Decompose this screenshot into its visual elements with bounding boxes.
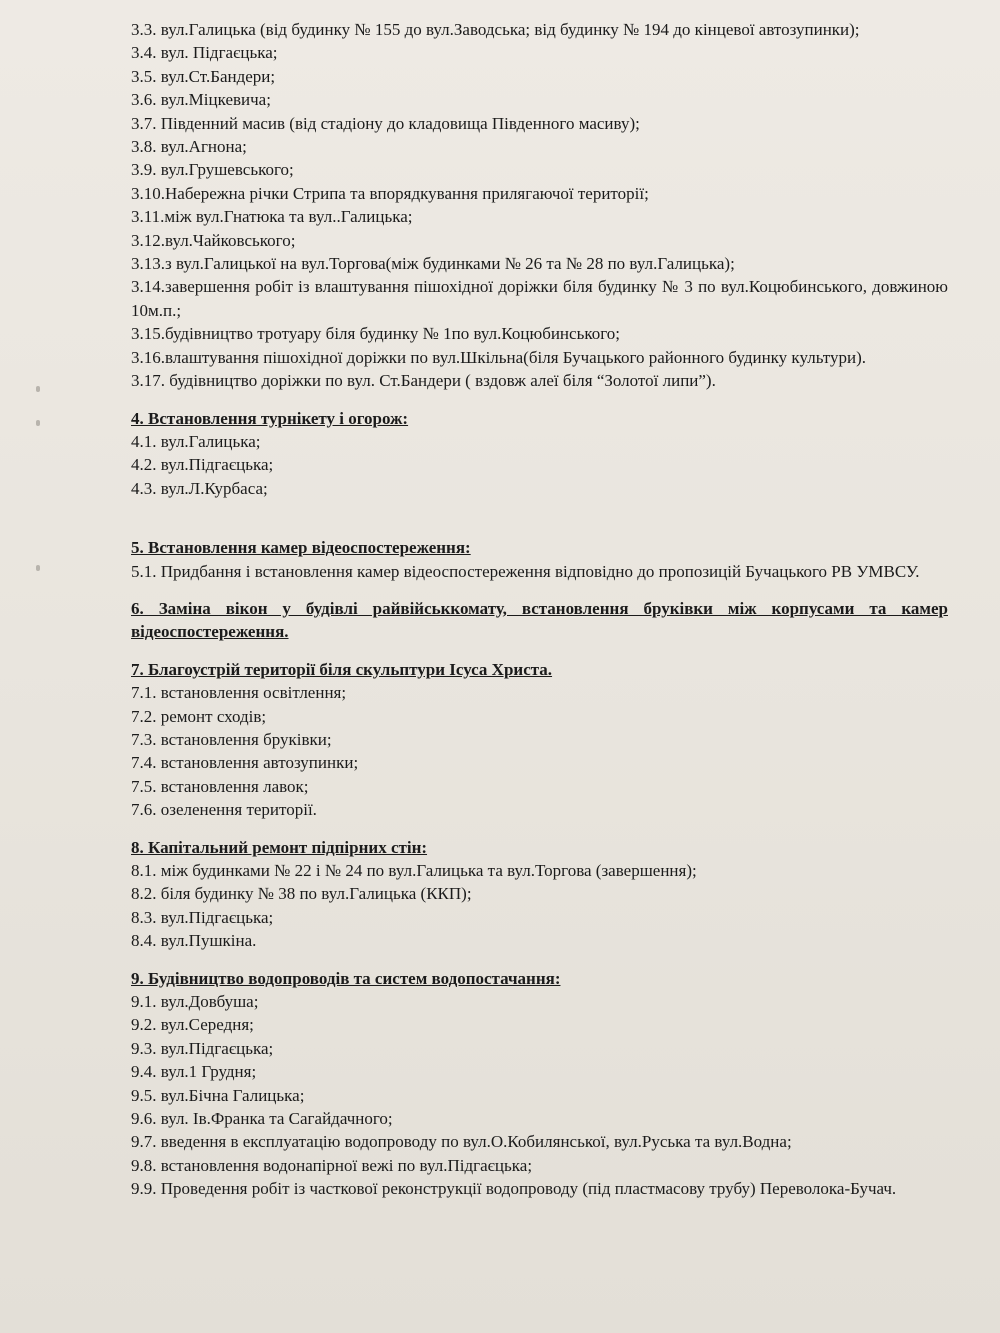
list-item: 4.2. вул.Підгаєцька; [131,455,274,475]
list-item: 3.4. вул. Підгаєцька; [131,43,278,63]
list-item: 7.5. встановлення лавок; [131,776,309,796]
list-item: 3.11.між вул.Гнатюка та вул..Галицька; [131,207,413,227]
list-item: 7.6. озеленення території. [131,800,317,820]
list-item: 7.2. ремонт сходів; [131,706,267,726]
list-item: 8.2. біля будинку № 38 по вул.Галицька (ККП); [131,884,472,904]
list-item: 9.9. Проведення робіт із часткової реконструкції водопроводу (під пластмасову трубу) Переволока-Бучач. [131,1179,897,1199]
list-item: 3.3. вул.Галицька (від будинку № 155 до вул.Заводська; від будинку № 194 до кінцевої автозупинки); [131,20,860,39]
list-item: 9.6. вул. Ів.Франка та Сагайдачного; [131,1109,393,1129]
list-item: 7.1. встановлення освітлення; [131,683,347,703]
list-item: 7.4. встановлення автозупинки; [131,753,359,773]
list-item: 3.13.з вул.Галицької на вул.Торгова(між будинками № 26 та № 28 по вул.Галицька); [131,254,735,274]
section-9 [131,967,948,1201]
section-8 [131,836,948,953]
list-item: 9.8. встановлення водонапірної вежі по вул.Підгаєцька; [131,1155,533,1175]
list-item: 3.14.завершення робіт із влаштування пішохідної доріжки біля будинку № 3 по вул.Коцюбинського, довжиною 10м.п.; [131,277,948,320]
list-item: 4.3. вул.Л.Курбаса; [131,478,268,498]
section-heading: 9. Будівництво водопроводів та систем водопостачання: [131,968,561,988]
section-heading: 4. Встановлення турнікету і огорож: [131,408,409,428]
list-item: 3.17. будівництво доріжки по вул. Ст.Бандери ( вздовж алеї біля “Золотої липи”). [131,371,716,391]
list-item: 8.4. вул.Пушкіна. [131,931,257,951]
list-item: 3.12.вул.Чайковського; [131,230,296,250]
list-item: 3.8. вул.Агнона; [131,137,247,157]
section-heading: 7. Благоустрій території біля скульптури Ісуса Христа. [131,659,553,679]
list-item: 4.1. вул.Галицька; [131,431,261,451]
punch-hole-mark [36,386,40,392]
section-heading: 5. Встановлення камер відеоспостереження: [131,538,471,558]
list-item: 3.9. вул.Грушевського; [131,160,294,180]
list-item: 9.3. вул.Підгаєцька; [131,1038,274,1058]
list-item: 9.7. введення в експлуатацію водопроводу по вул.О.Кобилянської, вул.Руська та вул.Водна; [131,1132,792,1152]
section-4 [131,407,948,501]
section-7 [131,658,948,822]
section-heading: 8. Капітальний ремонт підпірних стін: [131,837,428,857]
list-item: 3.16.влаштування пішохідної доріжки по вул.Шкільна(біля Бучацького районного будинку культури). [131,347,867,367]
list-item: 9.5. вул.Бічна Галицька; [131,1085,305,1105]
list-item: 8.3. вул.Підгаєцька; [131,907,274,927]
list-item: 3.15.будівництво тротуару біля будинку № 1по вул.Коцюбинського; [131,324,620,344]
list-item: 9.4. вул.1 Грудня; [131,1062,257,1082]
section-heading: 6. Заміна вікон у будівлі райвійськкомату, встановлення бруківки між корпусами та камер відеоспостереження. [131,598,948,642]
punch-hole-mark [36,420,40,426]
list-item: 3.5. вул.Ст.Бандери; [131,66,276,86]
list-item: 7.3. встановлення бруківки; [131,729,332,749]
list-item: 9.1. вул.Довбуша; [131,992,259,1012]
section-6 [131,597,948,644]
list-item: 3.7. Південний масив (від стадіону до кладовища Південного масиву); [131,113,640,133]
list-item: 8.1. між будинками № 22 і № 24 по вул.Галицька та вул.Торгова (завершення); [131,861,697,880]
section-5 [131,536,948,583]
list-item: 3.6. вул.Міцкевича; [131,90,271,110]
list-item: 5.1. Придбання і встановлення камер відеоспостереження відповідно до пропозицій Бучацького РВ УМВСУ. [131,561,920,581]
list-item: 9.2. вул.Середня; [131,1015,254,1035]
list-item: 3.10.Набережна річки Стрипа та впорядкування прилягаючої території; [131,183,649,203]
punch-hole-mark [36,565,40,571]
section-3-continued [131,18,948,393]
